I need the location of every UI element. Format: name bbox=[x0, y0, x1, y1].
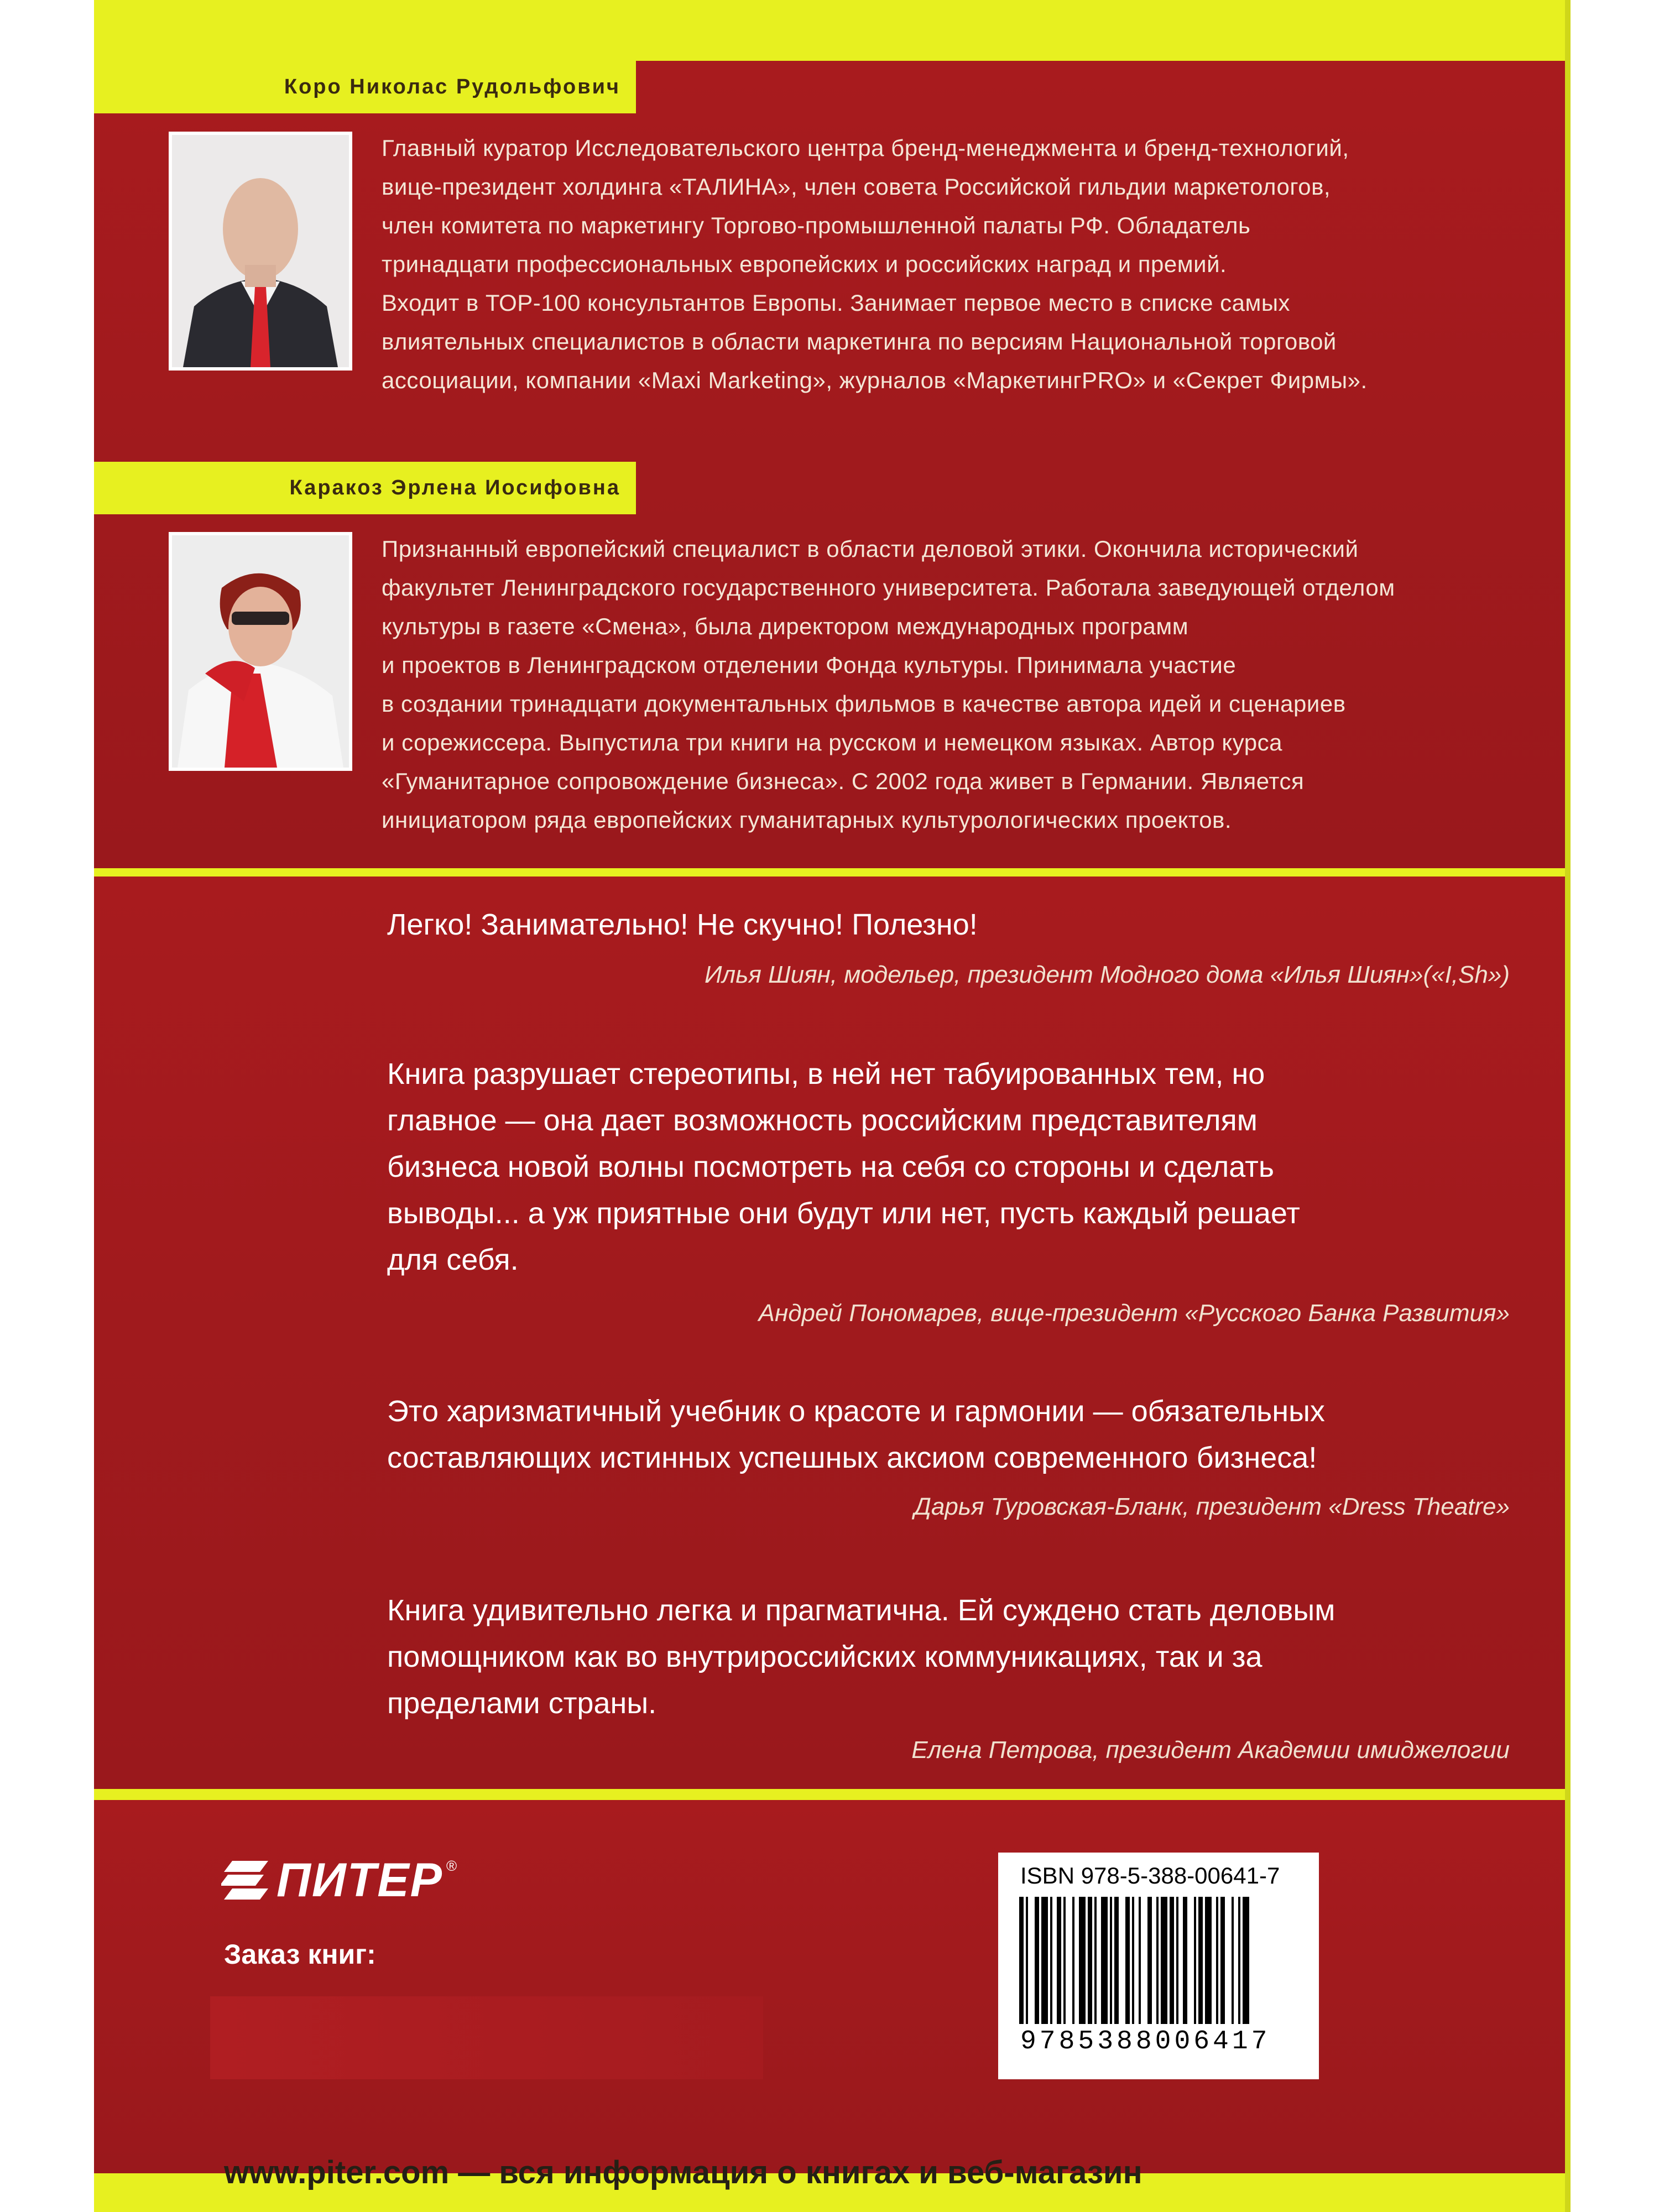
bio-line: член комитета по маркетингу Торгово-промышленной палаты РФ. Обладатель bbox=[382, 212, 1251, 238]
barcode-block bbox=[998, 1853, 1319, 2079]
bio-line: и сорежиссера. Выпустила три книги на русском и немецком языках. Автор курса bbox=[382, 729, 1283, 755]
order-info-strip bbox=[210, 1996, 763, 2079]
bio-line: Признанный европейский специалист в области деловой этики. Окончила исторический bbox=[382, 536, 1359, 562]
isbn-label: ISBN 978-5-388-00641-7 bbox=[1020, 1863, 1280, 1888]
bio-line: инициатором ряда европейских гуманитарных культурологических проектов. bbox=[382, 807, 1232, 833]
bio-line: ассоциации, компании «Maxi Marketing», журналов «МаркетингPRO» и «Секрет Фирмы». bbox=[382, 367, 1368, 393]
review-quote-3 bbox=[387, 1388, 1510, 1481]
order-books-label: Заказ книг: bbox=[224, 1939, 376, 1970]
author-bio-koro bbox=[382, 129, 1521, 400]
barcode-icon bbox=[1019, 1897, 1298, 2024]
author-name-koro: Коро Николас Рудольфович bbox=[94, 61, 636, 113]
quote-line: пределами страны. bbox=[387, 1687, 657, 1720]
quote-line: помощником как во внутрироссийских коммуникациях, так и за bbox=[387, 1640, 1262, 1673]
review-attribution-2: Андрей Пономарев, вице-президент «Русского Банка Развития» bbox=[758, 1300, 1510, 1327]
bio-line: влиятельных специалистов в области маркетинга по версиям Национальной торговой bbox=[382, 328, 1337, 354]
review-quote-2 bbox=[387, 1051, 1510, 1283]
author-photo-koro bbox=[169, 132, 352, 371]
bio-line: тринадцати профессиональных европейских и российских наград и премий. bbox=[382, 251, 1227, 277]
review-attribution-3: Дарья Туровская-Бланк, президент «Dress Theatre» bbox=[914, 1493, 1510, 1520]
piter-logo-icon bbox=[221, 1858, 271, 1902]
author-bio-karakoz bbox=[382, 530, 1521, 839]
author-name-karakoz: Каракоз Эрлена Иосифовна bbox=[94, 462, 636, 514]
publisher-logo-text: ПИТЕР bbox=[276, 1853, 443, 1907]
registered-mark: ® bbox=[446, 1858, 457, 1874]
footer-website-text: www.piter.com — вся информация о книгах и веб-магазин bbox=[224, 2154, 1142, 2190]
bio-line: культуры в газете «Смена», была директором международных программ bbox=[382, 613, 1189, 639]
bio-line: в создании тринадцати документальных фильмов в качестве автора идей и сценариев bbox=[382, 691, 1346, 717]
quote-line: Книга удивительно легка и прагматична. Ей суждено стать деловым bbox=[387, 1594, 1335, 1627]
review-quote-1 bbox=[387, 901, 1510, 948]
review-quote-4 bbox=[387, 1587, 1510, 1726]
quote-line: Это харизматичный учебник о красоте и гармонии — обязательных bbox=[387, 1395, 1325, 1428]
publisher-logo bbox=[221, 1850, 457, 1911]
bio-line: вице-президент холдинга «ТАЛИНА», член совета Российской гильдии маркетологов, bbox=[382, 174, 1331, 200]
quote-line: Книга разрушает стереотипы, в ней нет табуированных тем, но bbox=[387, 1057, 1265, 1091]
bio-line: «Гуманитарное сопровождение бизнеса». С 2002 года живет в Германии. Является bbox=[382, 768, 1305, 794]
bio-line: и проектов в Ленинградском отделении Фонда культуры. Принимала участие bbox=[382, 652, 1237, 678]
barcode-digits: 9785388006417 bbox=[1020, 2027, 1271, 2057]
author-photo-karakoz bbox=[169, 532, 352, 771]
review-attribution-1: Илья Шиян, модельер, президент Модного дома «Илья Шиян»(«I,Sh») bbox=[704, 961, 1510, 988]
quote-line: для себя. bbox=[387, 1243, 519, 1276]
review-attribution-4: Елена Петрова, президент Академии имиджелогии bbox=[911, 1736, 1510, 1764]
quote-line: составляющих истинных успешных аксиом современного бизнеса! bbox=[387, 1441, 1317, 1474]
quote-line: выводы... а уж приятные они будут или нет, пусть каждый решает bbox=[387, 1197, 1300, 1230]
quote-line: главное — она дает возможность российским представителям bbox=[387, 1104, 1258, 1137]
bio-line: факультет Ленинградского государственного университета. Работала заведующей отделом bbox=[382, 575, 1395, 601]
bio-line: Главный куратор Исследовательского центра бренд-менеджмента и бренд-технологий, bbox=[382, 135, 1349, 161]
bio-line: Входит в ТОР-100 консультантов Европы. Занимает первое место в списке самых bbox=[382, 290, 1291, 316]
quote-line: бизнеса новой волны посмотреть на себя со стороны и сделать bbox=[387, 1150, 1274, 1183]
quote-line: Легко! Занимательно! Не скучно! Полезно! bbox=[387, 908, 978, 941]
